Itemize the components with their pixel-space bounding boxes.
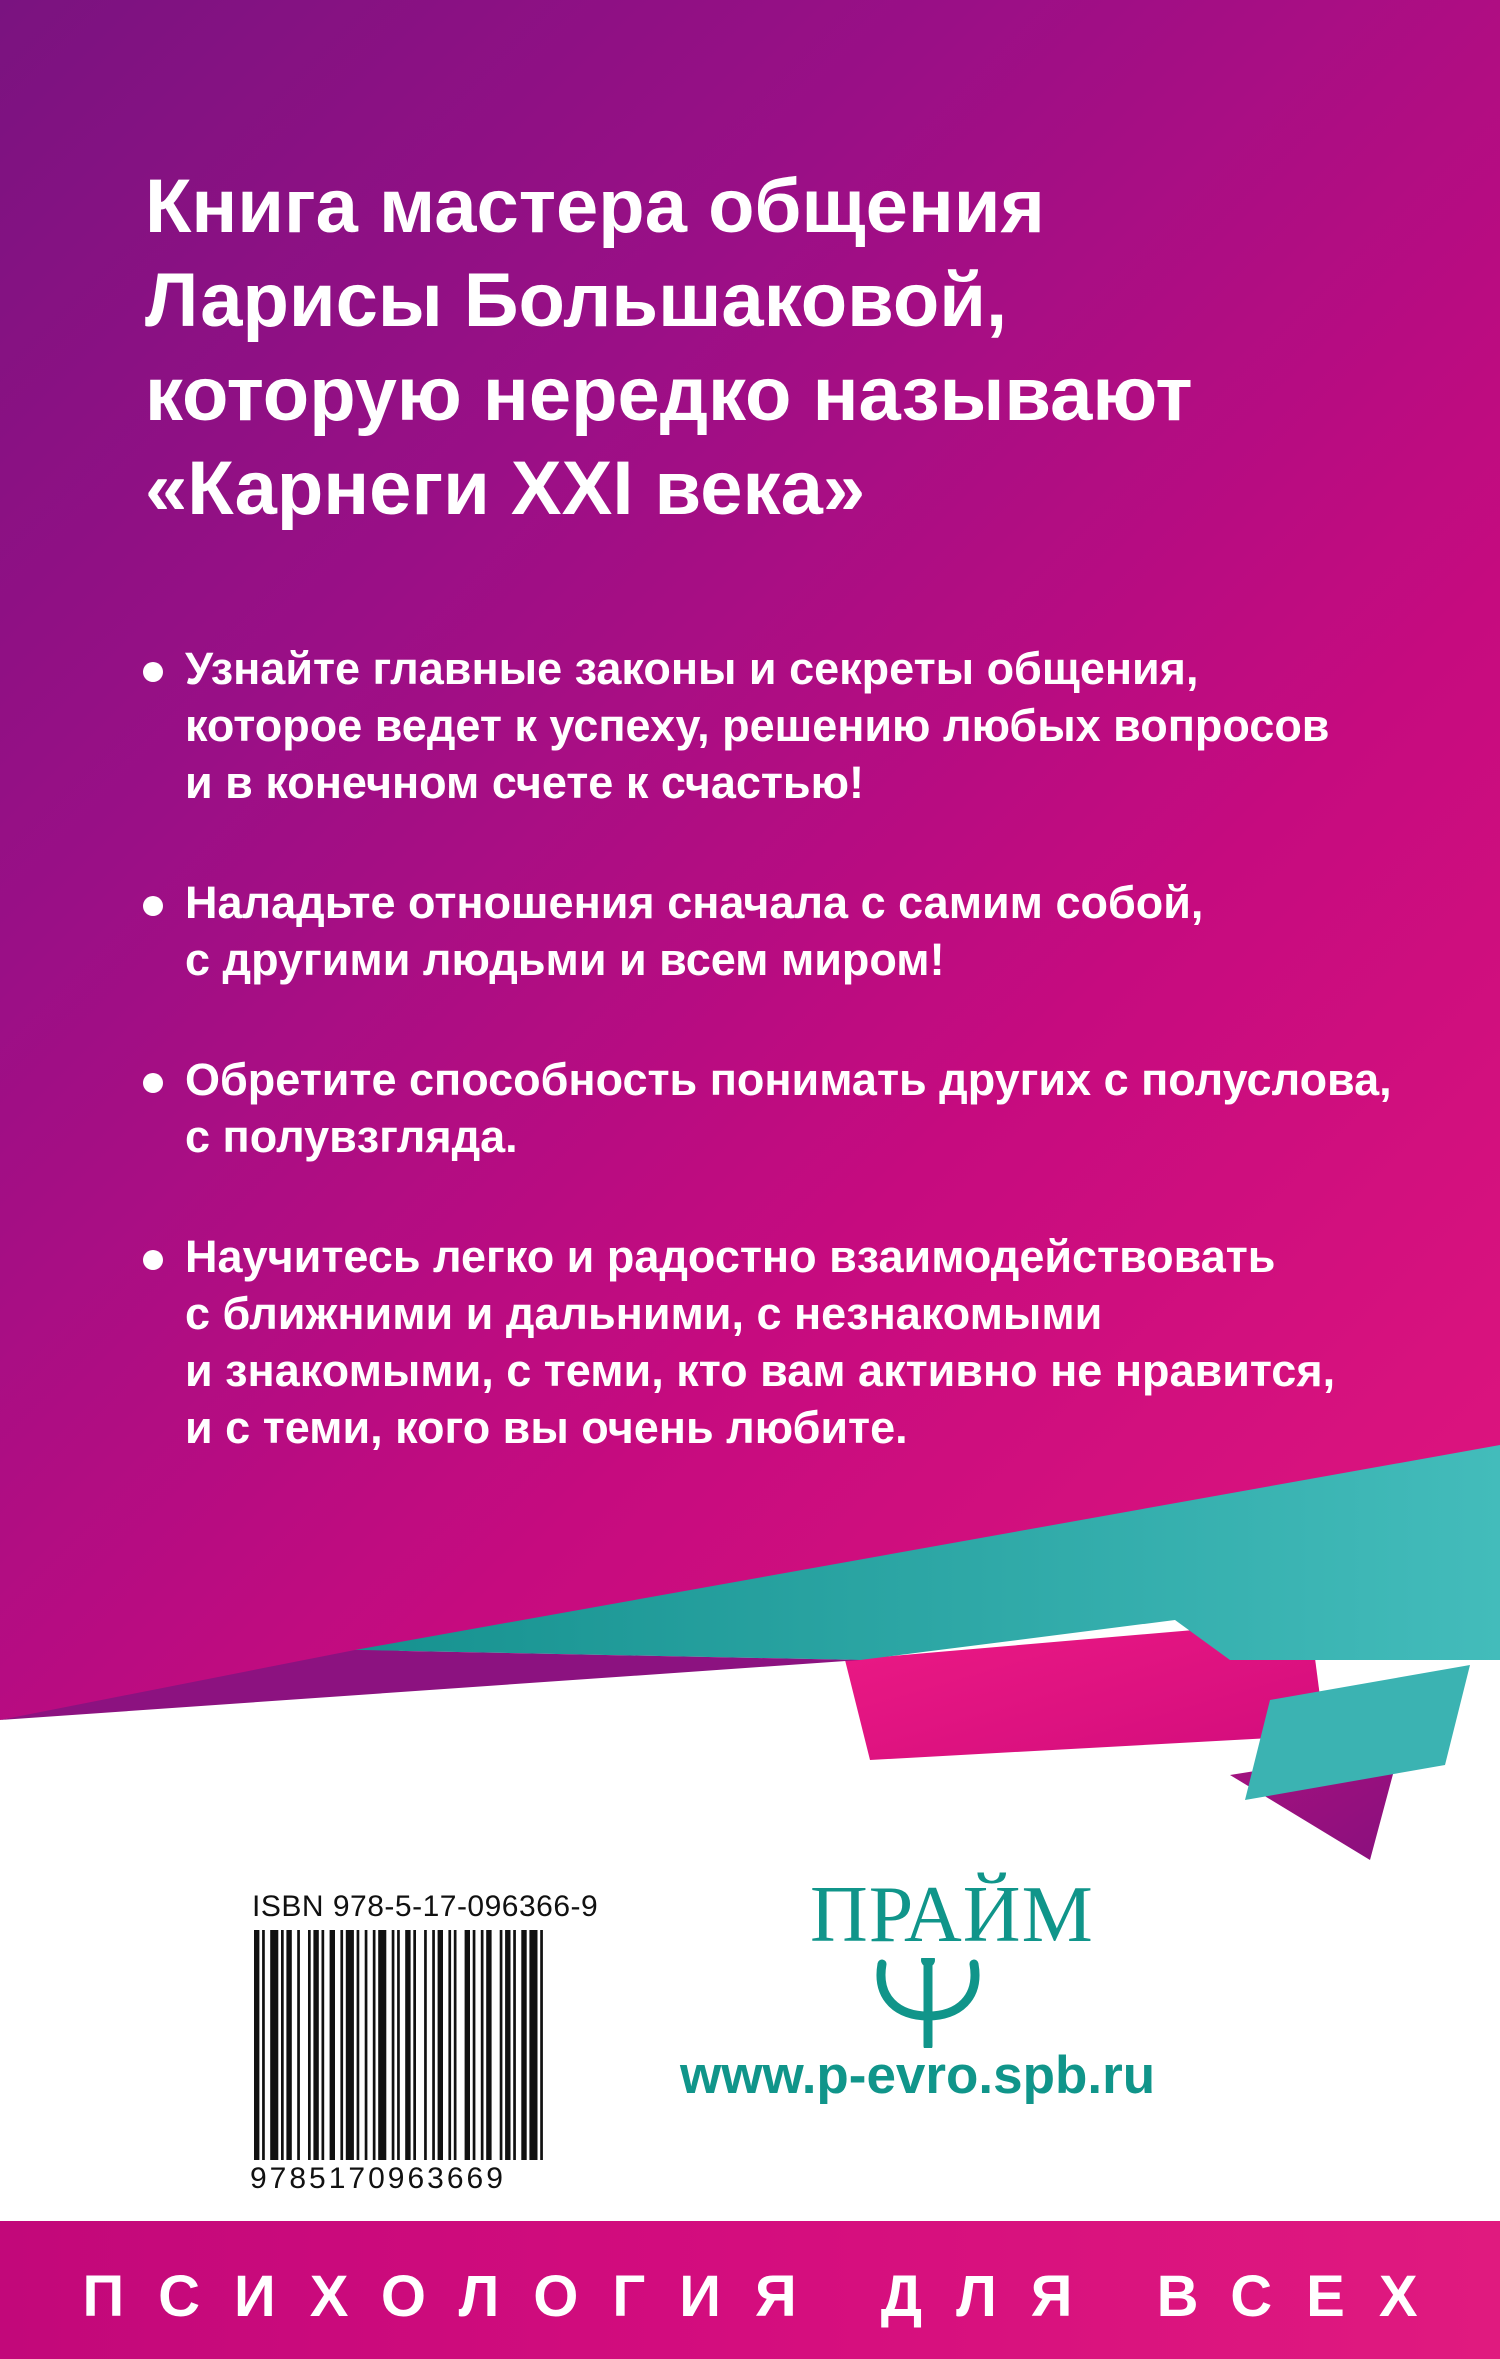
barcode-bar: [340, 1930, 343, 2160]
bullet-item: [135, 1228, 1435, 1456]
barcode-bar: [473, 1930, 476, 2160]
publisher-name: ПРАЙМ: [810, 1871, 1094, 1959]
barcode-bar: [481, 1930, 484, 2160]
bullet-dot-icon: [143, 1073, 163, 1093]
barcode-bar: [405, 1930, 410, 2160]
psi-icon: [868, 1958, 988, 2048]
bullet-dot-icon: [143, 1250, 163, 1270]
barcode-block: [250, 1890, 599, 2196]
bullet-text-line: и знакомыми, с теми, кто вам активно не нравится,: [185, 1345, 1336, 1396]
headline-line: «Карнеги XXI века»: [145, 446, 866, 531]
barcode-bar: [454, 1930, 457, 2160]
bullet-item: [135, 1051, 1435, 1165]
barcode-bar: [286, 1930, 291, 2160]
barcode-bar: [448, 1930, 451, 2160]
bullet-text-line: и в конечном счете к счастью!: [185, 757, 864, 808]
bullet-item: [135, 874, 1435, 988]
bullet-item: [135, 640, 1435, 811]
isbn-label: ISBN 978-5-17-096366-9: [252, 1890, 599, 1923]
barcode-bar: [322, 1930, 325, 2160]
barcode-bar: [540, 1930, 543, 2160]
barcode-bar: [262, 1930, 265, 2160]
bullet-dot-icon: [143, 662, 163, 682]
barcode-bar: [392, 1930, 395, 2160]
barcode-bar: [500, 1930, 503, 2160]
headline: [145, 160, 1345, 536]
barcode-bar: [313, 1930, 318, 2160]
series-band: [0, 2221, 1500, 2359]
barcode-bar: [270, 1930, 278, 2160]
barcode-bar: [465, 1930, 470, 2160]
barcode-bar: [413, 1930, 416, 2160]
headline-line: которую нередко называют: [145, 352, 1193, 437]
barcode-bar: [378, 1930, 386, 2160]
barcode-bar: [521, 1930, 526, 2160]
barcode-bar: [357, 1930, 360, 2160]
headline-line: Ларисы Большаковой,: [145, 258, 1008, 343]
publisher-logo: [640, 1870, 1260, 2150]
barcode-bar: [297, 1930, 300, 2160]
barcode-bar: [373, 1930, 376, 2160]
barcode-bar: [308, 1930, 311, 2160]
bullet-text-line: с ближними и дальними, с незнакомыми: [185, 1288, 1103, 1339]
barcode-bar: [505, 1930, 510, 2160]
bullet-text-line: Научитесь легко и радостно взаимодействовать: [185, 1231, 1276, 1282]
bullet-text-line: Узнайте главные законы и секреты общения,: [185, 643, 1199, 694]
bullet-text-line: и с теми, кого вы очень любите.: [185, 1402, 908, 1453]
barcode-digits: 9785170963669: [250, 2162, 506, 2195]
bullet-dot-icon: [143, 896, 163, 916]
bullet-text-line: с полувзгляда.: [185, 1111, 518, 1162]
bullet-text-line: Обретите способность понимать других с полуслова,: [185, 1054, 1392, 1105]
barcode-icon: [250, 1930, 550, 2160]
barcode-bar: [330, 1930, 335, 2160]
bullet-text-line: которое ведет к успеху, решению любых вопросов: [185, 700, 1330, 751]
barcode-bar: [365, 1930, 368, 2160]
barcode-bar: [438, 1930, 443, 2160]
barcode-bar: [254, 1930, 259, 2160]
bullet-list: [135, 640, 1435, 1519]
barcode-bar: [424, 1930, 427, 2160]
barcode-bar: [432, 1930, 435, 2160]
barcode-bar: [529, 1930, 537, 2160]
bullet-text-line: Наладьте отношения сначала с самим собой,: [185, 877, 1204, 928]
barcode-bar: [397, 1930, 400, 2160]
series-title: ПСИХОЛОГИЯ ДЛЯ ВСЕХ: [82, 2264, 1452, 2329]
barcode-bar: [513, 1930, 516, 2160]
barcode-bar: [346, 1930, 354, 2160]
headline-line: Книга мастера общения: [145, 164, 1045, 249]
barcode-bar: [281, 1930, 284, 2160]
bullet-text-line: с другими людьми и всем миром!: [185, 934, 945, 985]
publisher-website: www.p-evro.spb.ru: [680, 2046, 1156, 2105]
barcode-bar: [486, 1930, 491, 2160]
